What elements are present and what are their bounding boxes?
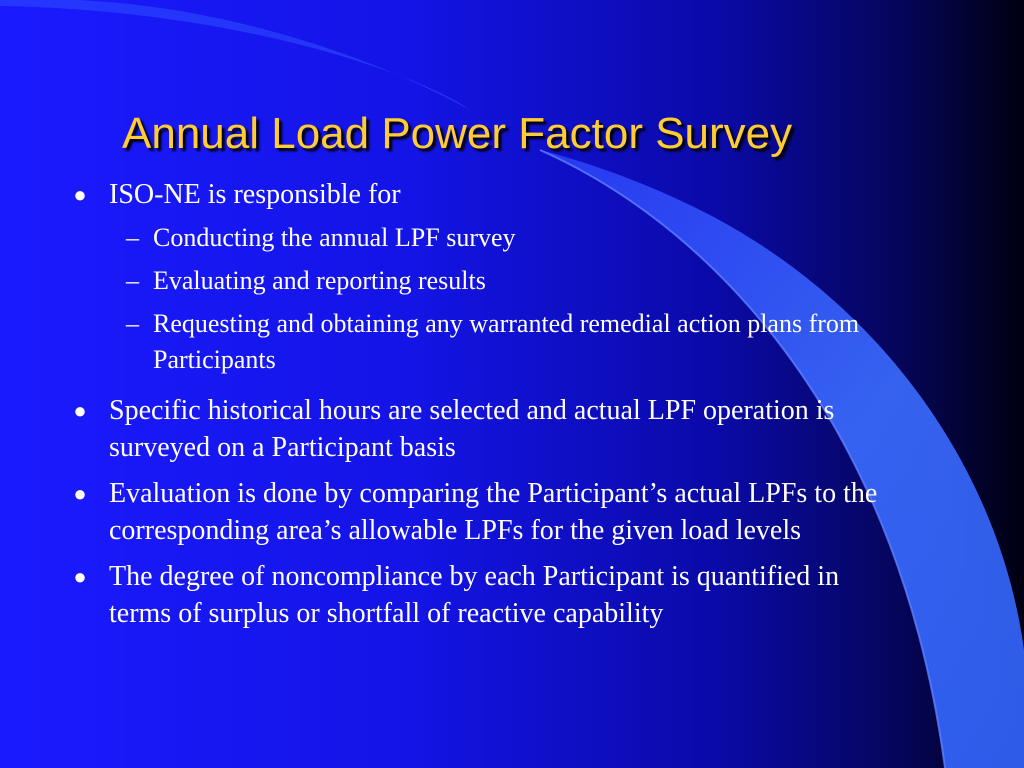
sub-bullet-item: [126, 306, 898, 378]
bullet-dot-icon: ●: [73, 398, 87, 423]
dash-icon: –: [126, 309, 139, 338]
sub-bullet-text: Conducting the annual LPF survey: [153, 223, 516, 252]
dash-icon: –: [126, 266, 139, 295]
bullet-text: The degree of noncompliance by each Participant is quantified in terms of surplus or shortfall of reactive capability: [109, 561, 840, 629]
bullet-item: [68, 392, 898, 466]
bullet-list: [68, 176, 898, 632]
sub-bullet-text: Requesting and obtaining any warranted remedial action plans from Participants: [153, 309, 860, 374]
bullet-text: Evaluation is done by comparing the Participant’s actual LPFs to the corresponding area’s allowable LPFs for the given load levels: [109, 478, 878, 546]
bullet-dot-icon: ●: [73, 182, 87, 207]
bullet-text: Specific historical hours are selected and actual LPF operation is surveyed on a Participant basis: [109, 395, 835, 463]
bullet-item: [68, 475, 898, 549]
sub-bullet-item: [126, 220, 898, 256]
bullet-dot-icon: ●: [73, 481, 87, 506]
bullet-item: [68, 558, 898, 632]
slide-title: Annual Load Power Factor Survey: [122, 109, 793, 158]
bullet-text: ISO-NE is responsible for: [109, 179, 401, 210]
bullet-item: [68, 176, 898, 213]
bullet-dot-icon: ●: [73, 564, 87, 589]
dash-icon: –: [126, 223, 139, 252]
sub-bullet-item: [126, 263, 898, 299]
sub-bullet-text: Evaluating and reporting results: [153, 266, 486, 295]
